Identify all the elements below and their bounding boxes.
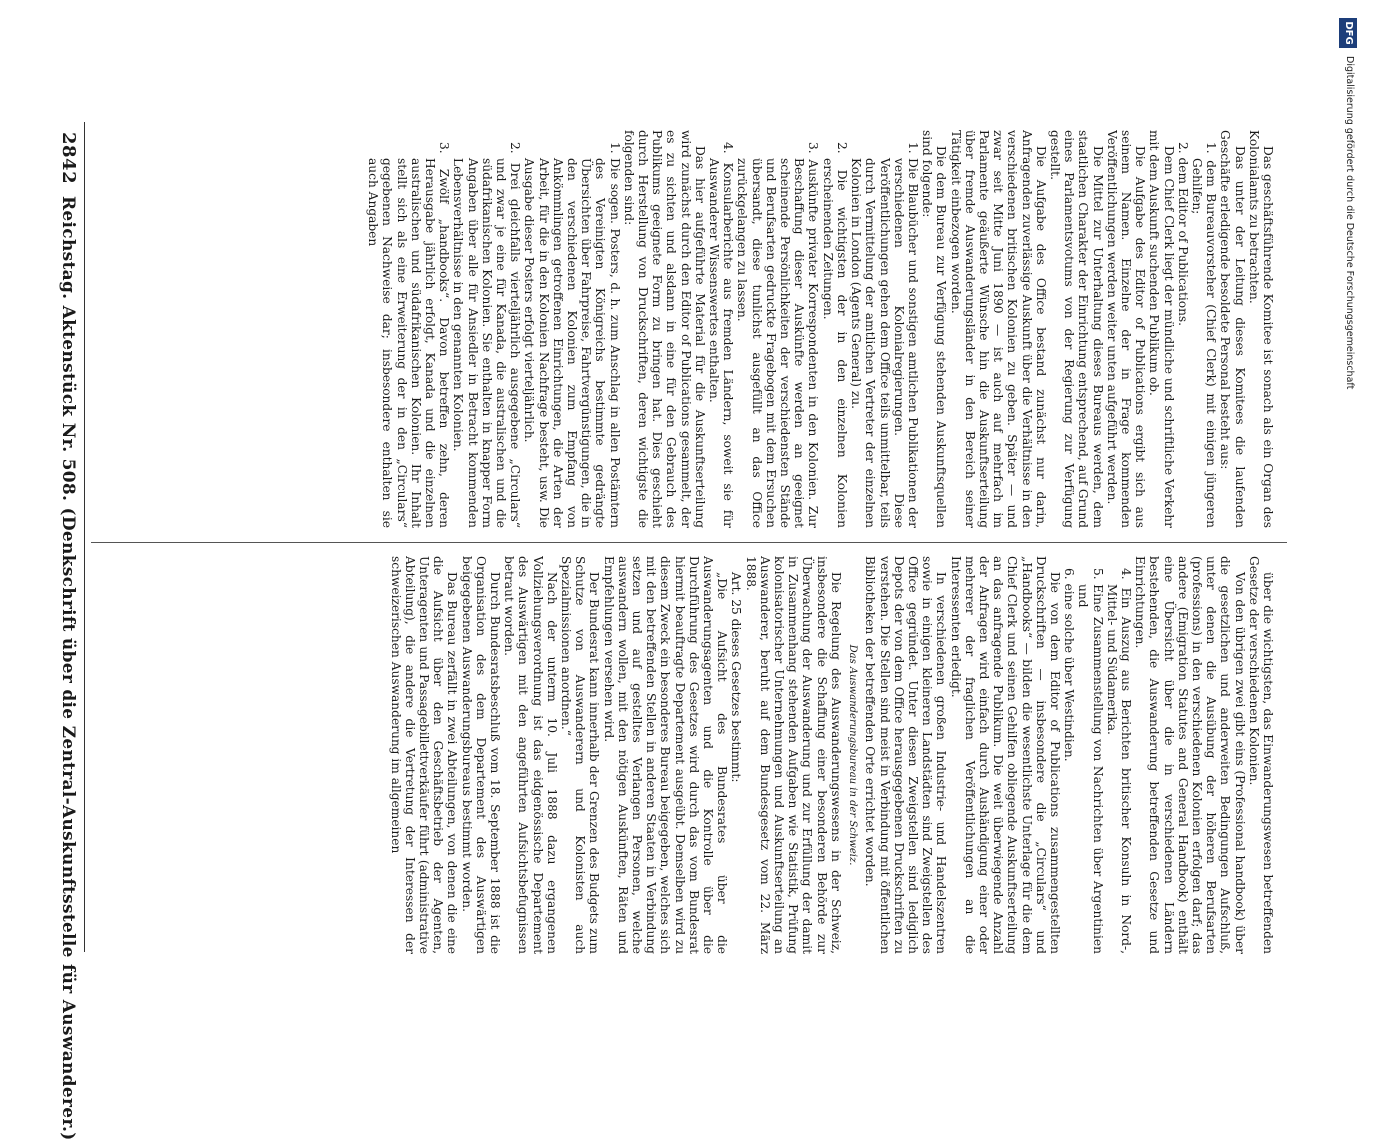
- digitization-sidebar: [1333, 0, 1363, 1000]
- paragraph: Das Bureau zerfällt in zwei Abteilungen, von denen die eine die Aufsicht über den Geschäftsbetrieb der Agenten, Unteragenten und Passagebillettverkäufer führt (administrative Abteilung), die andere die Vertretung der Interessen der schweizerischen Auswanderung im allgemeinen: [388, 556, 460, 954]
- paragraph: Die Aufgabe des Office bestand zunächst nur darin, Anfragenden zuverlässige Auskunft über die Verhältnisse in den verschiedenen britischen Kolonien zu geben. Später — und zwar seit Mitte Juni 1890 — ist auch auf mehrfach im Parlamente geäußerte Wünsche hin die Auskunftserteilung über fremde Auswanderungsländer in den Bereich seiner Tätigkeit einbezogen worden.: [948, 130, 1048, 528]
- dfg-logo: DFG: [1339, 18, 1357, 48]
- running-title: Reichstag. Aktenstück Nr. 508. (Denkschrift über die Zentral-Auskunftsstelle für Auswanderer.): [58, 196, 78, 1141]
- page-header: [45, 0, 79, 1141]
- right-text-column: [90, 556, 1275, 954]
- list-item: 2. Drei gleichfalls vierteljährlich ausgegebene „Circulars“ und zwar je eine für Kanada, die australischen und die südafrikanischen Kolonien. Sie enthalten in knapper Form Angaben über alle für Ansiedler in Betracht kommenden Lebensverhältnisse in den genannten Kolonien.: [451, 142, 523, 528]
- paragraph: Durch Bundesratsbeschluß vom 18. September 1888 ist die Organisation des dem Departement des Auswärtigen beigegebenen Auswanderungsbureaus bestimmt worden.: [459, 556, 503, 954]
- list-item: 1. Die sogen. Posters, d. h. zum Anschlag in allen Postämtern des Vereinigten Königreichs bestimmte gedrängte Übersichten über Fahrpreise, Fahrtvergünstigungen, die in den verschiedenen Kolonien zum Empfang von Ankömmlingen getroffenen Einrichtungen, die Arten der Arbeit, für die in den Kolonien Nachfrage besteht, usw. Die Ausgabe dieser Posters erfolgt vierteljährlich.: [522, 142, 622, 528]
- paragraph: Die Mittel zur Unterhaltung dieses Bureaus werden, dem staatlichen Charakter der Einrichtung entsprechend, auf Grund eines Parlamentsvotums von der Regierung zur Verfügung gestellt.: [1047, 130, 1105, 528]
- list-item: 3. Auskünfte privater Korrespondenten in den Kolonien. Zur Beschaffung dieser Auskünfte werden an geeignet scheinende Persönlichkeiten der verschiedensten Stände und Berufsarten gedruckte Fragebogen mit dem Ersuchen übersandt, diese tunlichst ausgefüllt an das Office zurückgelangen zu lassen.: [735, 142, 821, 528]
- paragraph: Der Bundesrat kann innerhalb der Grenzen des Budgets zum Schutze von Auswanderern und Kolonisten auch Spezialmissionen anordnen.“: [559, 556, 602, 954]
- paragraph: Das unter der Leitung dieses Komitees die laufenden Geschäfte erledigende besoldete Personal besteht aus:: [1218, 130, 1247, 528]
- header-rule: [84, 122, 85, 952]
- list-item: 5. Eine Zusammenstellung von Nachrichten über Argentinien und: [1076, 568, 1105, 954]
- paragraph: Von den übrigen zwei gibt eins (Professional handbook) über die gesetzlichen und anderweiten Bedingungen Aufschluß, unter denen die Ausübung der höheren Berufsarten (professions) in den verschiedenen Kolonien erfolgen darf; das andere (Emigration Statutes and General Handbook) enthält eine Übersicht über die in verschiedenen Ländern bestehenden, die Auswanderung betreffenden Gesetze und Einrichtungen.: [1133, 556, 1247, 954]
- list-item: 3. Zwölf „handbooks“. Davon betreffen zehn, deren Herausgabe jährlich erfolgt, Kanada und die einzelnen australischen und südafrikanischen Kolonien. Ihr Inhalt stellt sich als eine Erweiterung der in den „Circulars“ gegebenen Nachweise dar; insbesondere enthalten sie auch Angaben: [366, 142, 452, 528]
- paragraph: Die Aufgabe des Editor of Publications ergibt sich aus seinem Namen. Einzelne der in Frage kommenden Veröffentlichungen werden weiter unten aufgeführt werden.: [1104, 130, 1148, 528]
- paragraph: Art. 25 dieses Gesetzes bestimmt:: [729, 572, 744, 783]
- list-item: 1. Die Blaubücher und sonstigen amtlichen Publikationen der verschiedenen Kolonialregierungen. Diese Veröffentlichungen gehen dem Office teils unmittelbar, teils durch Vermittelung der amtlichen Vertreter der einzelnen Kolonien in London (Agents General) zu.: [849, 142, 920, 528]
- paragraph: Die Regelung des Auswanderungswesens in der Schweiz, insbesondere die Schaffung einer besonderen Behörde zur Überwachung der Auswanderung und zur Erfüllung der damit in Zusammenhang stehenden Aufgaben wie Statistik, Prüfung kolonisatorischer Unternehmungen und Auskunftserteilung an Auswanderer, beruht auf dem Bundesgesetz vom 22. März 1888.: [743, 556, 843, 954]
- list-item: 2. dem Editor of Publications.: [1175, 142, 1190, 327]
- paragraph: Dem Chief Clerk liegt der mündliche und schriftliche Verkehr mit dem Auskunft suchenden Publikum ob.: [1147, 130, 1176, 528]
- paragraph: Das geschäftsführende Komitee ist sonach als ein Organ des Kolonialamts zu betrachten.: [1246, 130, 1275, 528]
- digitization-note: Digitalisierung gefördert durch die Deutsche Forschungsgemeinschaft: [1344, 56, 1355, 390]
- paragraph: Die von dem Editor of Publications zusammengestellten Druckschriften — insbesondere die „Circulars“ und „Handbooks“ — bilden die wesentlichste Unterlage für die dem Chief Clerk und seinen Gehilfen obliegende Auskunftserteilung an das anfragende Publikum. Die weit überwiegende Anzahl der Anfragen wird einfach durch Aushändigung einer oder mehrerer der fraglichen Veröffentlichungen an die Interessenten erledigt.: [948, 556, 1062, 954]
- list-item: 4. Ein Auszug aus Berichten britischer Konsuln in Nord-, Mittel- und Südamerika.: [1104, 568, 1133, 954]
- list-item: 1. dem Bureauvorsteher (Chief Clerk) mit einigen jüngeren Gehilfen;: [1189, 142, 1219, 528]
- list-item: 2. Die wichtigsten der in den einzelnen Kolonien erscheinenden Zeitungen.: [820, 142, 849, 528]
- paragraph: über die wichtigsten, das Einwanderungswesen betreffenden Gesetze der verschiedenen Kolonien.: [1246, 556, 1275, 954]
- paragraph: Nach der unterm 10. Juli 1888 dazu ergangenen Vollziehungsverordnung ist das eidgenössische Departement des Auswärtigen mit den angeführten Aufsichtsbefugnissen betraut worden.: [502, 556, 559, 954]
- section-heading: Das Auswanderungsbureau in der Schweiz.: [847, 644, 859, 866]
- page-number: 2842: [58, 132, 79, 185]
- paragraph: „Die Aufsicht des Bundesrates über die Auswanderungsagenten und die Kontrolle über die Durchführung des Gesetzes wird durch das vom Bundesrat hiermit beauftragte Departement ausgeübt. Demselben wird zu diesem Zweck ein besonderes Bureau beigegeben, welches sich mit den betreffenden Stellen in anderen Staaten in Verbindung setzen und auf gestelltes Verlangen Personen, welche auswandern wollen, mit den nötigen Auskünften, Räten und Empfehlungen versehen wird.: [601, 556, 730, 954]
- paragraph: In verschiedenen großen Industrie- und Handelszentren sowie in einigen kleineren Landstädten sind Zweigstellen des Office gegründet. Unter diesen Zweigstellen sind lediglich Depots der von dem Office herausgegebenen Druckschriften zu verstehen. Die Stellen sind meist in Verbindung mit öffentlichen Bibliotheken der betreffenden Orte errichtet worden.: [863, 556, 949, 954]
- paragraph: Die dem Bureau zur Verfügung stehenden Auskunftsquellen sind folgende:: [920, 130, 949, 528]
- list-item: 4. Konsularberichte aus fremden Ländern, soweit sie für Auswanderer Wissenswertes enthalten.: [707, 142, 736, 528]
- column-divider: [91, 542, 1287, 543]
- left-text-column: [90, 130, 1275, 528]
- list-item: 6. eine solche über Westindien.: [1062, 568, 1077, 762]
- paragraph: Das hier aufgeführte Material für die Auskunftserteilung wird zunächst durch den Editor of Publications gesammelt, der es zu sichten und alsdann in eine für den Gebrauch des Publikums geeignete Form zu bringen hat. Dies geschieht durch Herstellung von Druckschriften, deren wichtigste die folgenden sind:: [621, 130, 707, 528]
